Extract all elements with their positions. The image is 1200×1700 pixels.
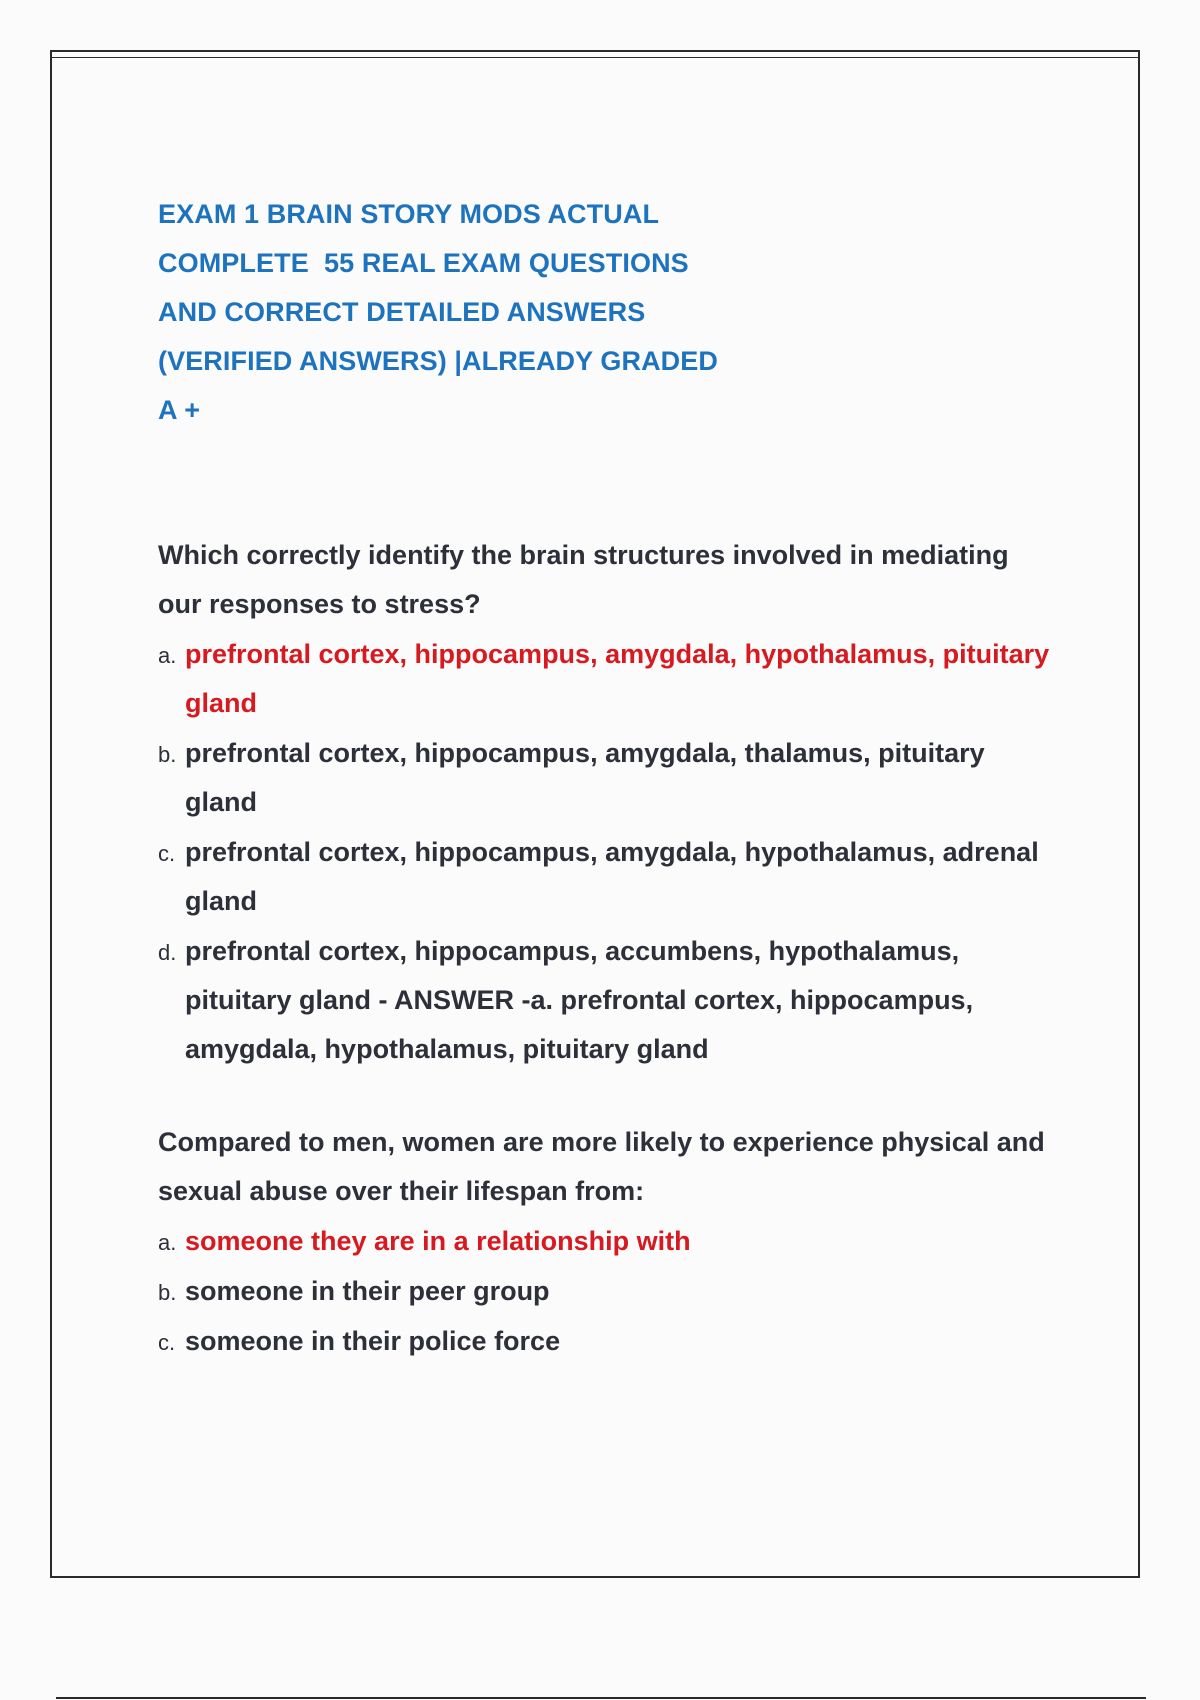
title-line: (VERIFIED ANSWERS) |ALREADY GRADED xyxy=(158,346,718,376)
option-letter: b. xyxy=(158,1280,177,1305)
title-line: A + xyxy=(158,395,201,425)
page-frame-double-line xyxy=(50,57,1140,58)
document-title xyxy=(158,190,1058,435)
option-text: prefrontal cortex, hippocampus, amygdala, hypothalamus, pituitary gland xyxy=(185,639,1050,718)
option-text: someone in their police force xyxy=(185,1326,561,1356)
option-letter: c. xyxy=(158,1330,176,1355)
option-text: someone they are in a relationship with xyxy=(185,1226,691,1256)
answer-option-a xyxy=(158,630,1058,728)
option-letter: d. xyxy=(158,940,177,965)
option-text: prefrontal cortex, hippocampus, amygdala, thalamus, pituitary gland xyxy=(185,738,985,817)
answer-option-b xyxy=(158,729,1058,827)
document-content xyxy=(158,190,1058,1366)
question-1 xyxy=(158,531,1058,1074)
answer-option-a xyxy=(158,1217,1058,1266)
question-text: Compared to men, women are more likely to experience physical and sexual abuse over their lifespan from: xyxy=(158,1127,1045,1206)
option-text: prefrontal cortex, hippocampus, amygdala, hypothalamus, adrenal gland xyxy=(185,837,1039,916)
option-text: someone in their peer group xyxy=(185,1276,550,1306)
answer-option-c xyxy=(158,828,1058,926)
bottom-rule xyxy=(56,1697,1146,1699)
title-line: EXAM 1 BRAIN STORY MODS ACTUAL xyxy=(158,199,660,229)
option-text: prefrontal cortex, hippocampus, accumbens, hypothalamus, pituitary gland - ANSWER -a. prefrontal cortex, hippocampus, amygdala, hypothalamus, pituitary gland xyxy=(185,936,974,1064)
option-letter: a. xyxy=(158,643,177,668)
option-letter: c. xyxy=(158,841,176,866)
answer-options xyxy=(158,630,1058,1074)
option-letter: a. xyxy=(158,1230,177,1255)
question-text: Which correctly identify the brain structures involved in mediating our responses to stress? xyxy=(158,540,1009,619)
title-line: AND CORRECT DETAILED ANSWERS xyxy=(158,297,646,327)
option-letter: b. xyxy=(158,742,177,767)
title-line: COMPLETE 55 REAL EXAM QUESTIONS xyxy=(158,248,689,278)
answer-option-b xyxy=(158,1267,1058,1316)
question-2 xyxy=(158,1118,1058,1366)
answer-option-d xyxy=(158,927,1058,1074)
answer-option-c xyxy=(158,1317,1058,1366)
answer-options xyxy=(158,1217,1058,1366)
